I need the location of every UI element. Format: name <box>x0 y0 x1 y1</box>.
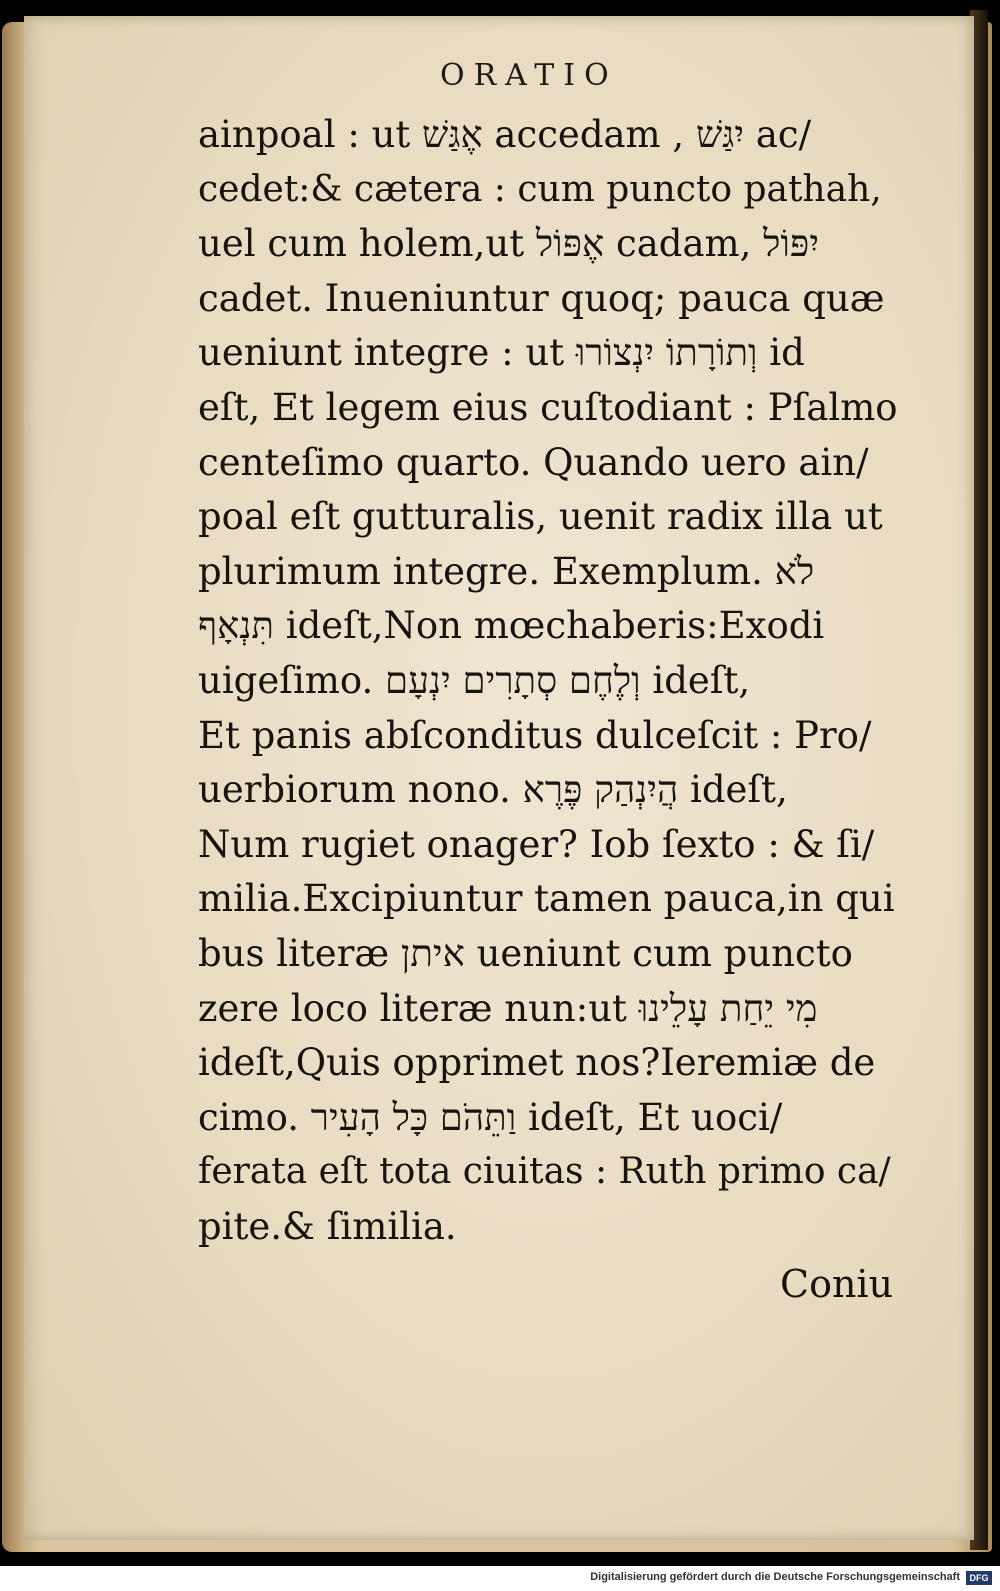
text-line: poal eſt gutturalis, uenit radix illa ut <box>198 495 883 539</box>
body-text <box>198 108 898 1254</box>
text-line: תִּנְאָף ideſt,Non mœchaberis:Exodi <box>198 604 825 648</box>
text-line: cadet. Inueniuntur quoq; pauca quæ <box>198 276 885 320</box>
footer-bar <box>0 1566 1000 1591</box>
running-head: ORATIO <box>440 58 618 93</box>
funding-credit: Digitalisierung gefördert durch die Deutsche Forschungsgemeinschaft <box>590 1571 960 1583</box>
text-line: ainpoal : ut אֶגַּשׁ accedam , יִגַּשׁ ac/ <box>198 113 812 156</box>
text-line: pite.& ſimilia. <box>198 1204 457 1248</box>
text-line: ferata eſt tota ciuitas : Ruth primo ca/ <box>198 1151 891 1193</box>
text-line: Et panis abſconditus dulceſcit : Pro/ <box>198 713 872 757</box>
text-line: bus literæ איתן ueniunt cum puncto <box>198 931 853 975</box>
text-line: eſt, Et legem eius cuſtodiant : Pſalmo <box>198 385 898 429</box>
text-line: Num rugiet onager? Iob ſexto : & ſi/ <box>198 822 875 866</box>
text-line: zere loco literæ nun:ut מִי יֵחַת עָלֵינוּ <box>198 986 818 1030</box>
dfg-logo-icon: DFG <box>966 1571 992 1585</box>
text-line: plurimum integre. Exemplum. לֹא <box>198 549 815 593</box>
text-line: uel cum holem,ut אֶפּוֹל cadam, יִפּוֹל <box>198 222 820 266</box>
text-line: uigeſimo. וְלֶחֶם סְתָרִים יִנְעָם ideſt, <box>198 658 751 702</box>
text-line: cimo. וַתֵּהֹם כָּל הָעִיר ideſt, Et uoci/ <box>198 1095 783 1139</box>
text-line: cedet:& cætera : cum puncto pathah, <box>198 168 882 210</box>
text-line: ueniunt integre : ut וְתוֹרָתוֹ יִנְצוֹרוּ id <box>198 331 805 375</box>
catchword: Coniu <box>780 1262 894 1306</box>
text-line: centeſimo quarto. Quando uero ain/ <box>198 440 869 484</box>
text-line: milia.Excipiuntur tamen pauca,in qui <box>198 877 895 921</box>
text-line: ideſt,Quis opprimet nos?Ieremiæ de <box>198 1041 876 1085</box>
text-line: uerbiorum nono. הֲיִנְהַק פֶּרֶא ideſt, <box>198 768 788 812</box>
